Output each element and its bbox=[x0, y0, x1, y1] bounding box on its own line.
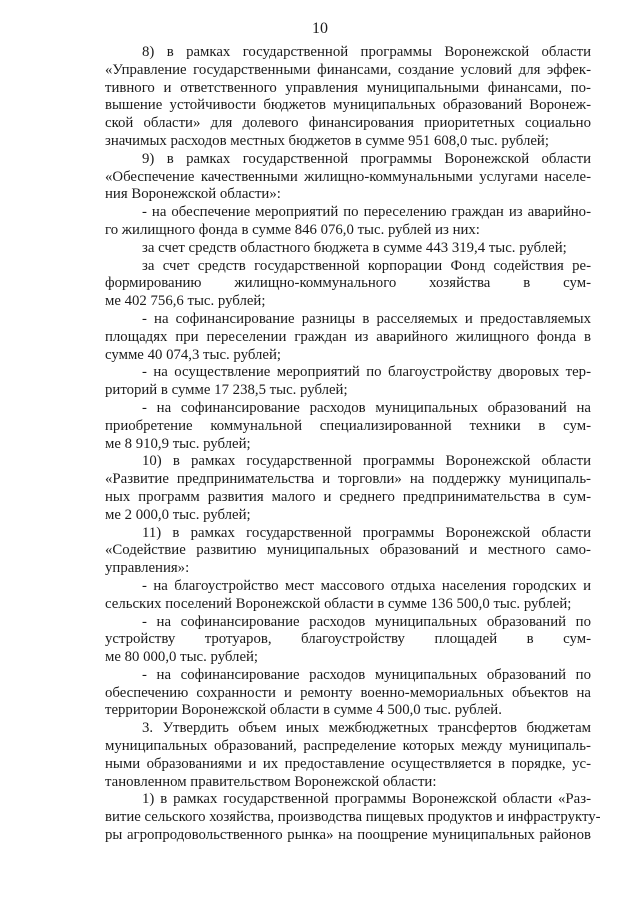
text-line: риторий в сумме 17 238,5 тыс. рублей; bbox=[105, 382, 348, 399]
text-line: тановленном правительством Воронежской области: bbox=[105, 773, 437, 790]
text-line: значимых расходов местных бюджетов в сумме 951 608,0 тыс. рублей; bbox=[105, 132, 549, 149]
text-line: - на обеспечение мероприятий по переселению граждан из аварийно- bbox=[142, 204, 591, 221]
text-line: ных программ развития малого и среднего предпринимательства в сум- bbox=[105, 488, 591, 505]
text-line: «Содействие развитию муниципальных образований и местного само- bbox=[105, 542, 591, 559]
text-line: приобретение коммунальной специализированной техники в сум- bbox=[105, 417, 591, 434]
text-line: ме 402 756,6 тыс. рублей; bbox=[105, 293, 266, 310]
text-line: территории Воронежской области в сумме 4 500,0 тыс. рублей. bbox=[105, 702, 502, 719]
text-line: - на софинансирование расходов муниципальных образований по bbox=[142, 666, 591, 683]
text-line: - на осуществление мероприятий по благоустройству дворовых тер- bbox=[142, 364, 591, 381]
text-line: за счет средств государственной корпорации Фонд содействия ре- bbox=[142, 257, 591, 274]
text-line: 11) в рамках государственной программы Воронежской области bbox=[142, 524, 591, 541]
text-line: 1) в рамках государственной программы Воронежской области «Раз- bbox=[142, 791, 591, 808]
text-line: ме 2 000,0 тыс. рублей; bbox=[105, 506, 251, 523]
text-line: «Управление государственными финансами, создание условий для эффек- bbox=[105, 61, 591, 78]
text-line: ния Воронежской области»: bbox=[105, 186, 281, 203]
text-line: го жилищного фонда в сумме 846 076,0 тыс. рублей из них: bbox=[105, 221, 480, 238]
text-line: «Развитие предпринимательства и торговли» на поддержку муниципаль- bbox=[105, 471, 591, 488]
text-line: «Обеспечение качественными жилищно-коммунальными услугами населе- bbox=[105, 168, 591, 185]
text-line: 3. Утвердить объем иных межбюджетных трансфертов бюджетам bbox=[142, 720, 591, 737]
text-line: ры агропродовольственного рынка» на поощрение муниципальных районов bbox=[105, 827, 591, 844]
page-number: 10 bbox=[312, 20, 328, 37]
text-line: за счет средств областного бюджета в сумме 443 319,4 тыс. рублей; bbox=[142, 239, 567, 256]
text-line: управления»: bbox=[105, 560, 190, 577]
text-line: муниципальных образований, распределение которых между муниципаль- bbox=[105, 738, 591, 755]
text-line: - на софинансирование расходов муниципальных образований на bbox=[142, 399, 591, 416]
text-line: ской области» для долевого финансирования приоритетных социально bbox=[105, 115, 591, 132]
text-line: - на софинансирование разницы в расселяемых и предоставляемых bbox=[142, 310, 591, 327]
text-line: формированию жилищно-коммунального хозяйства в сум- bbox=[105, 275, 591, 292]
text-line: - на софинансирование расходов муниципальных образований по bbox=[142, 613, 591, 630]
text-line: 10) в рамках государственной программы Воронежской области bbox=[142, 453, 591, 470]
text-line: тивного и ответственного управления муниципальными финансами, по- bbox=[105, 79, 591, 96]
text-line: 8) в рамках государственной программы Воронежской области bbox=[142, 44, 591, 60]
text-line: площадях при переселении граждан из аварийного жилищного фонда в bbox=[105, 328, 591, 345]
text-line: ными образованиями и их предоставление осуществляется в порядке, ус- bbox=[105, 755, 591, 772]
text-line: обеспечению сохранности и ремонту военно-мемориальных объектов на bbox=[105, 684, 591, 701]
text-line: сельских поселений Воронежской области в сумме 136 500,0 тыс. рублей; bbox=[105, 595, 572, 612]
document-body bbox=[105, 44, 601, 845]
text-line: ме 80 000,0 тыс. рублей; bbox=[105, 649, 259, 666]
text-line: 9) в рамках государственной программы Воронежской области bbox=[142, 150, 591, 167]
text-line: - на благоустройство мест массового отдыха населения городских и bbox=[142, 577, 591, 594]
text-line: устройству тротуаров, благоустройству площадей в сум- bbox=[105, 631, 591, 648]
text-line: ме 8 910,9 тыс. рублей; bbox=[105, 435, 251, 452]
text-line: вышение устойчивости бюджетов муниципальных образований Воронеж- bbox=[105, 97, 591, 114]
text-line: сумме 40 074,3 тыс. рублей; bbox=[105, 346, 281, 363]
text-line: витие сельского хозяйства, производства пищевых продуктов и инфраструкту- bbox=[105, 809, 601, 826]
